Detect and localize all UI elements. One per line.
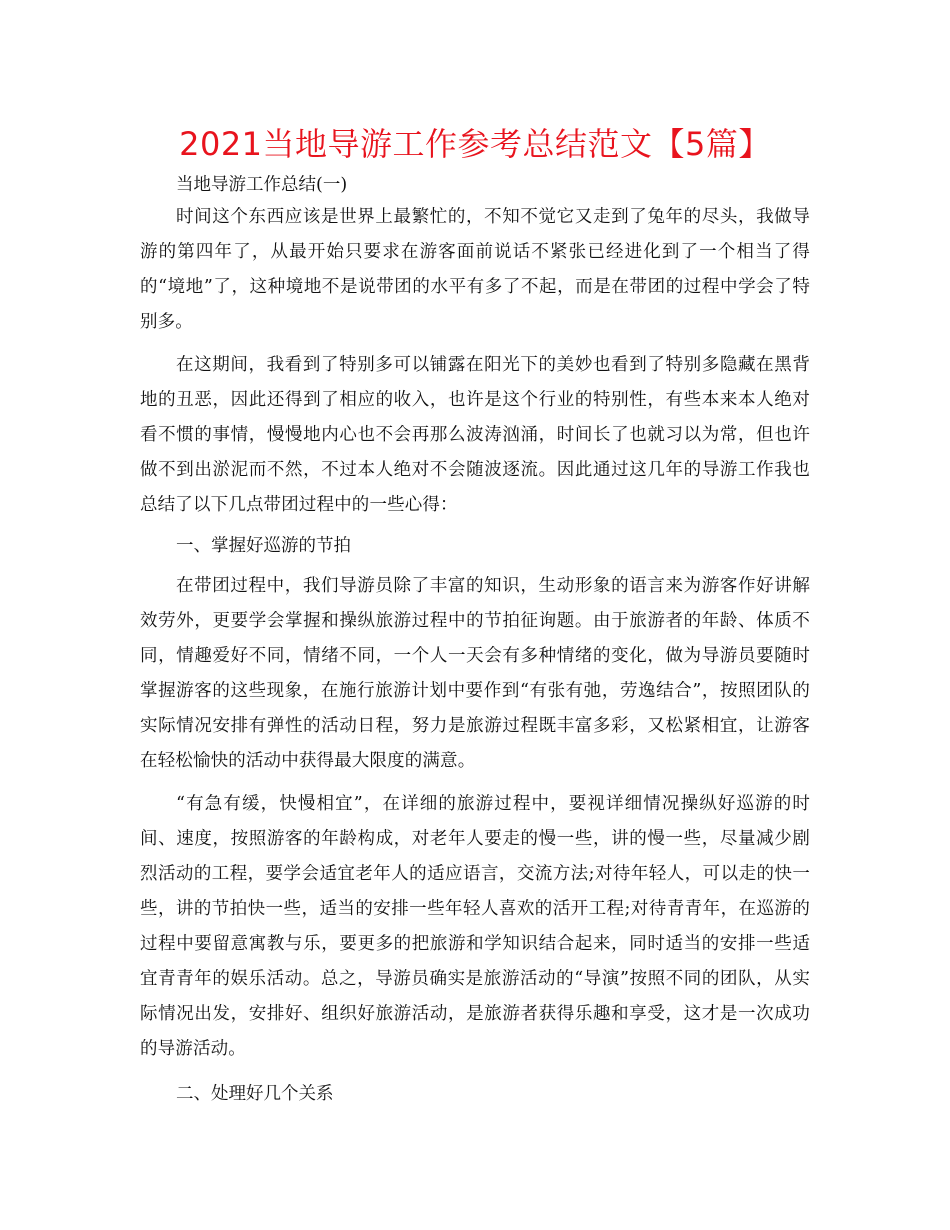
document-title: 2021当地导游工作参考总结范文【5篇】 bbox=[179, 125, 771, 163]
paragraph: 在这期间，我看到了特别多可以铺露在阳光下的美妙也看到了特别多隐藏在黑背地的丑恶，因此还得到了相应的收入，也许是这个行业的特别性，有些本来本人绝对看不惯的事情，慢慢地内心也不会再那么波涛汹涌，时间长了也就习以为常，但也许做不到出淤泥而不然，不过本人绝对不会随波逐流。因此通过这几年的导游工作我也总结了以下几点带团过程中的一些心得： bbox=[140, 355, 810, 515]
document-body bbox=[140, 170, 810, 1109]
paragraph: 在带团过程中，我们导游员除了丰富的知识，生动形象的语言来为游客作好讲解效劳外，更要学会掌握和操纵旅游过程中的节拍征询题。由于旅游者的年龄、体质不同，情趣爱好不同，情绪不同，一个人一天会有多种情绪的变化，做为导游员要随时掌握游客的这些现象，在施行旅游计划中要作到“有张有弛，劳逸结合”，按照团队的实际情况安排有弹性的活动日程，努力是旅游过程既丰富多彩，又松紧相宜，让游客在轻松愉快的活动中获得最大限度的满意。 bbox=[140, 576, 810, 771]
point-heading-1: 一、掌握好巡游的节拍 bbox=[176, 536, 351, 556]
point-heading-2: 二、处理好几个关系 bbox=[176, 1084, 334, 1104]
section-heading: 当地导游工作总结(一) bbox=[176, 175, 348, 195]
paragraph: 时间这个东西应该是世界上最繁忙的，不知不觉它又走到了兔年的尽头，我做导游的第四年了，从最开始只要求在游客面前说话不紧张已经进化到了一个相当了得的“境地”了，这种境地不是说带团的水平有多了不起，而是在带团的过程中学会了特别多。 bbox=[140, 207, 810, 332]
paragraph: “有急有缓，快慢相宜”，在详细的旅游过程中，要视详细情况操纵好巡游的时间、速度，按照游客的年龄构成，对老年人要走的慢一些，讲的慢一些，尽量减少剧烈活动的工程，要学会适宜老年人的适应语言，交流方法;对待年轻人，可以走的快一些，讲的节拍快一些，适当的安排一些年轻人喜欢的活开工程;对待青青年，在巡游的过程中要留意寓教与乐，要更多的把旅游和学知识结合起来，同时适当的安排一些适宜青青年的娱乐活动。总之，导游员确实是旅游活动的“导演”按照不同的团队，从实际情况出发，安排好、组织好旅游活动，是旅游者获得乐趣和享受，这才是一次成功的导游活动。 bbox=[140, 794, 810, 1059]
